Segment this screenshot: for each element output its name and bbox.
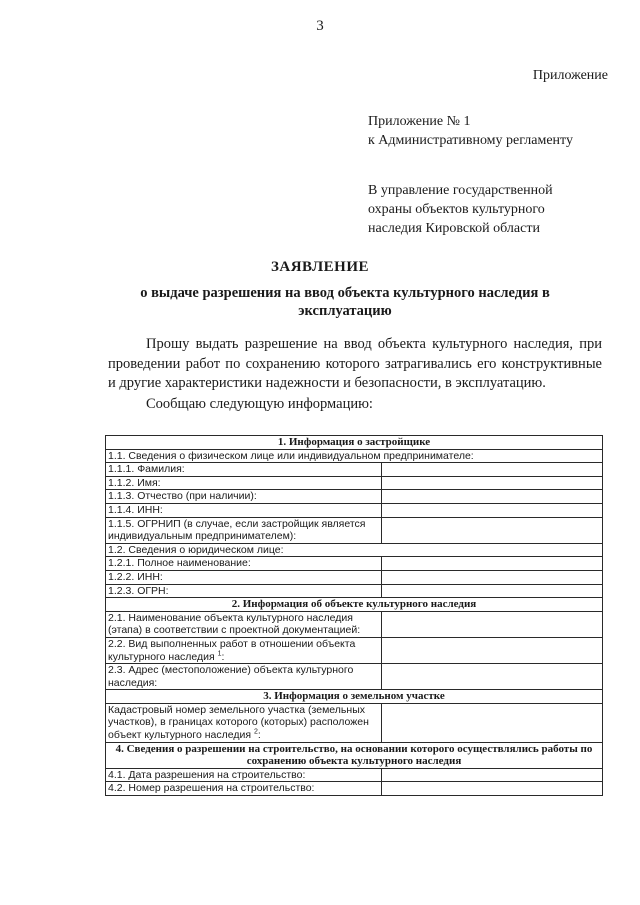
request-paragraph: Прошу выдать разрешение на ввод объекта культурного наследия, при проведении работ по сохранению которого затрагивались его конструктивные и другие характеристики надежности и безопасности, в эксплуатацию.	[108, 336, 602, 391]
row-label: 1.2. Сведения о юридическом лице:	[106, 543, 603, 557]
section-header-land-plot: 3. Информация о земельном участке	[106, 690, 603, 704]
section-header-building-permit: 4. Сведения о разрешении на строительство, на основании которого осуществлялись работы по сохранению объекта культурного наследия	[106, 742, 603, 768]
table-row	[106, 517, 603, 543]
addressee-line: наследия Кировской области	[368, 221, 540, 236]
document-title: ЗАЯВЛЕНИЕ	[270, 259, 370, 275]
table-row	[106, 598, 603, 612]
row-label: Кадастровый номер земельного участка (земельных участков), в границах которого (которых) расположен объект культурного наследия $^2$:	[106, 703, 382, 742]
row-label: 4.2. Номер разрешения на строительство:	[106, 782, 382, 796]
application-form-table	[105, 435, 603, 796]
row-label: 4.1. Дата разрешения на строительство:	[106, 768, 382, 782]
value-cell-full-name[interactable]	[382, 557, 603, 571]
table-row	[106, 436, 603, 450]
row-label: 1.1.2. Имя:	[106, 476, 382, 490]
table-row	[106, 543, 603, 557]
row-label: 1.1.1. Фамилия:	[106, 463, 382, 477]
row-label: 1.2.2. ИНН:	[106, 570, 382, 584]
table-row	[106, 611, 603, 637]
table-row	[106, 490, 603, 504]
row-label: 2.2. Вид выполненных работ в отношении объекта культурного наследия $^1$:	[106, 637, 382, 663]
value-cell-legal-inn[interactable]	[382, 570, 603, 584]
value-cell-name[interactable]	[382, 476, 603, 490]
section-header-developer: 1. Информация о застройщике	[106, 436, 603, 450]
table-row	[106, 690, 603, 704]
table-row	[106, 637, 603, 663]
value-cell-ogrn[interactable]	[382, 584, 603, 598]
value-cell-permit-number[interactable]	[382, 782, 603, 796]
table-row	[106, 570, 603, 584]
row-label: 1.1. Сведения о физическом лице или индивидуальном предпринимателе:	[106, 449, 603, 463]
table-row	[106, 782, 603, 796]
value-cell-permit-date[interactable]	[382, 768, 603, 782]
table-row	[106, 476, 603, 490]
footnote-mark: 2	[253, 728, 258, 736]
row-label: 1.1.5. ОГРНИП (в случае, если застройщик является индивидуальным предпринимателем):	[106, 517, 382, 543]
value-cell-address[interactable]	[382, 664, 603, 690]
table-row	[106, 463, 603, 477]
table-row	[106, 664, 603, 690]
appendix-regulation: к Административному регламенту	[368, 133, 573, 148]
section-header-heritage-object: 2. Информация об объекте культурного наследия	[106, 598, 603, 612]
table-row	[106, 742, 603, 768]
value-cell-cadastral-number[interactable]	[382, 703, 603, 742]
value-cell-patronymic[interactable]	[382, 490, 603, 504]
addressee-line: охраны объектов культурного	[368, 202, 545, 217]
appendix-number: Приложение № 1	[368, 114, 471, 129]
footnote-mark: 1	[217, 650, 222, 657]
row-label: 1.2.1. Полное наименование:	[106, 557, 382, 571]
page-number: 3	[316, 18, 324, 34]
row-label: 2.1. Наименование объекта культурного наследия (этапа) в соответствии с проектной документацией:	[106, 611, 382, 637]
info-intro-paragraph: Сообщаю следующую информацию:	[146, 395, 373, 412]
addressee-block	[368, 181, 553, 238]
value-cell-object-name[interactable]	[382, 611, 603, 637]
addressee-line: В управление государственной	[368, 183, 553, 198]
table-row	[106, 503, 603, 517]
row-label: 1.2.3. ОГРН:	[106, 584, 382, 598]
row-label-text: Кадастровый номер земельного участка (земельных участков), в границах которого (которых) расположен объект культурного наследия	[108, 703, 369, 742]
table-row	[106, 703, 603, 742]
table-row	[106, 768, 603, 782]
application-body	[108, 335, 602, 414]
table-row	[106, 557, 603, 571]
row-label: 1.1.3. Отчество (при наличии):	[106, 490, 382, 504]
table-row	[106, 584, 603, 598]
table-row	[106, 449, 603, 463]
row-label: 1.1.4. ИНН:	[106, 503, 382, 517]
value-cell-ogrnip[interactable]	[382, 517, 603, 543]
document-subtitle: о выдаче разрешения на ввод объекта культурного наследия в эксплуатацию	[140, 285, 550, 319]
value-cell-work-type[interactable]	[382, 637, 603, 663]
row-label-text: 2.2. Вид выполненных работ в отношении объекта культурного наследия	[108, 637, 356, 663]
appendix-label: Приложение	[532, 68, 608, 83]
row-label: 2.3. Адрес (местоположение) объекта культурного наследия:	[106, 664, 382, 690]
appendix-reference	[368, 112, 573, 150]
value-cell-inn[interactable]	[382, 503, 603, 517]
value-cell-surname[interactable]	[382, 463, 603, 477]
